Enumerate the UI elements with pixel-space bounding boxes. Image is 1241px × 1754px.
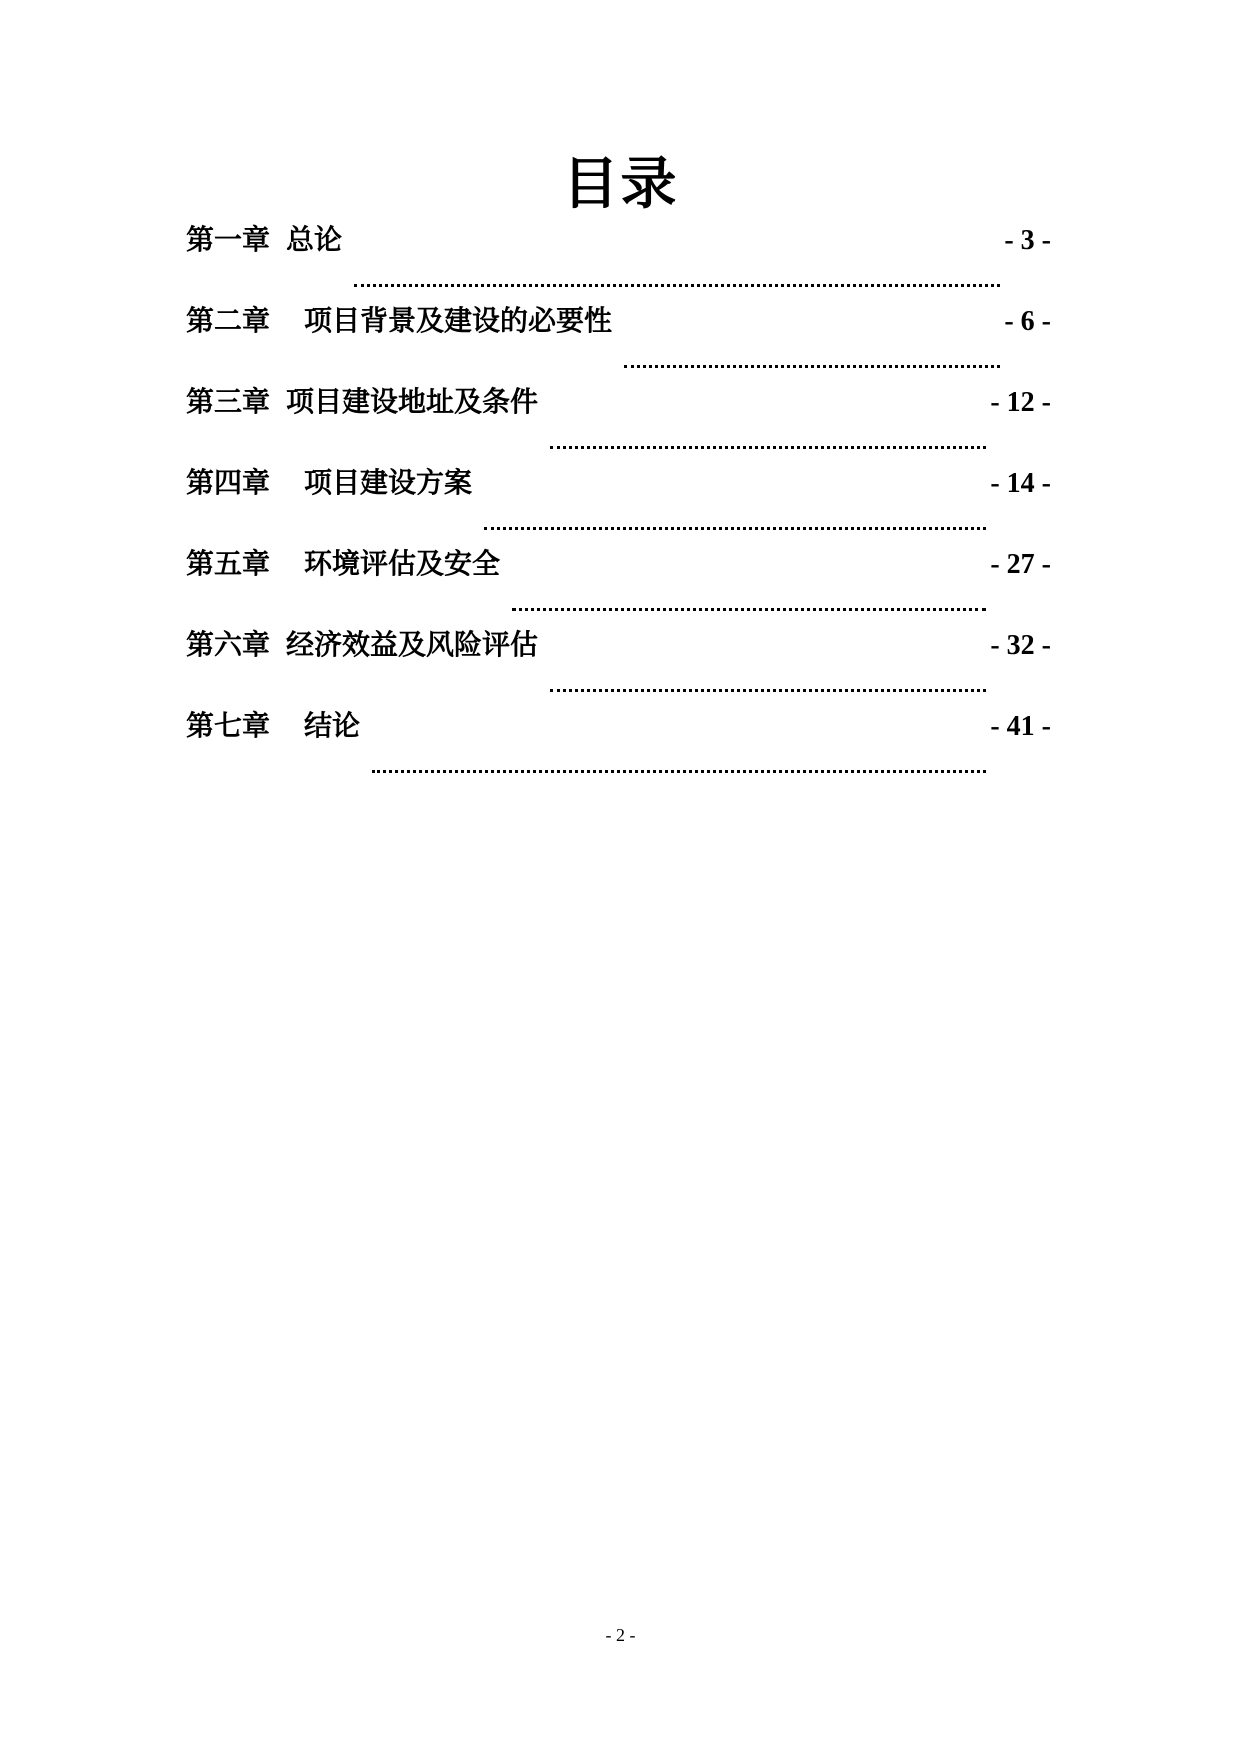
toc-entry-chapter-4[interactable] (186, 461, 1051, 542)
toc-dot-leader (550, 446, 986, 449)
toc-heading: 环境评估及安全 (304, 547, 501, 580)
toc-page-number: - 12 - (990, 387, 1051, 418)
toc-entry-chapter-5[interactable] (186, 542, 1051, 623)
toc-heading: 结论 (304, 709, 361, 742)
page-title: 目录 (562, 152, 679, 217)
toc-chapter-label: 第二章 (186, 304, 271, 337)
toc-page-number: - 3 - (1004, 225, 1051, 256)
table-of-contents (186, 218, 1051, 785)
toc-dot-leader (484, 527, 986, 530)
toc-heading: 经济效益及风险评估 (286, 628, 539, 661)
toc-entry-chapter-7[interactable] (186, 704, 1051, 785)
toc-chapter-label: 第三章 (186, 385, 271, 418)
toc-chapter-label: 第七章 (186, 709, 271, 742)
toc-entry-chapter-2[interactable] (186, 299, 1051, 380)
toc-heading: 总论 (286, 223, 343, 256)
toc-chapter-label: 第五章 (186, 547, 271, 580)
toc-dot-leader (550, 689, 986, 692)
toc-dot-leader (372, 770, 986, 773)
toc-page-number: - 32 - (990, 630, 1051, 661)
toc-heading: 项目建设方案 (304, 466, 473, 499)
toc-dot-leader (624, 365, 1000, 368)
toc-dot-leader (512, 608, 986, 611)
toc-chapter-label: 第四章 (186, 466, 271, 499)
toc-page-number: - 27 - (990, 549, 1051, 580)
toc-chapter-label: 第一章 (186, 223, 271, 256)
page-number-footer: - 2 - (605, 1625, 636, 1645)
toc-page-number: - 6 - (1004, 306, 1051, 337)
toc-page-number: - 14 - (990, 468, 1051, 499)
toc-chapter-label: 第六章 (186, 628, 271, 661)
toc-heading: 项目建设地址及条件 (286, 385, 539, 418)
toc-page-number: - 41 - (990, 711, 1051, 742)
toc-entry-chapter-1[interactable] (186, 218, 1051, 299)
toc-heading: 项目背景及建设的必要性 (304, 304, 613, 337)
toc-entry-chapter-6[interactable] (186, 623, 1051, 704)
toc-entry-chapter-3[interactable] (186, 380, 1051, 461)
toc-dot-leader (354, 284, 1000, 287)
